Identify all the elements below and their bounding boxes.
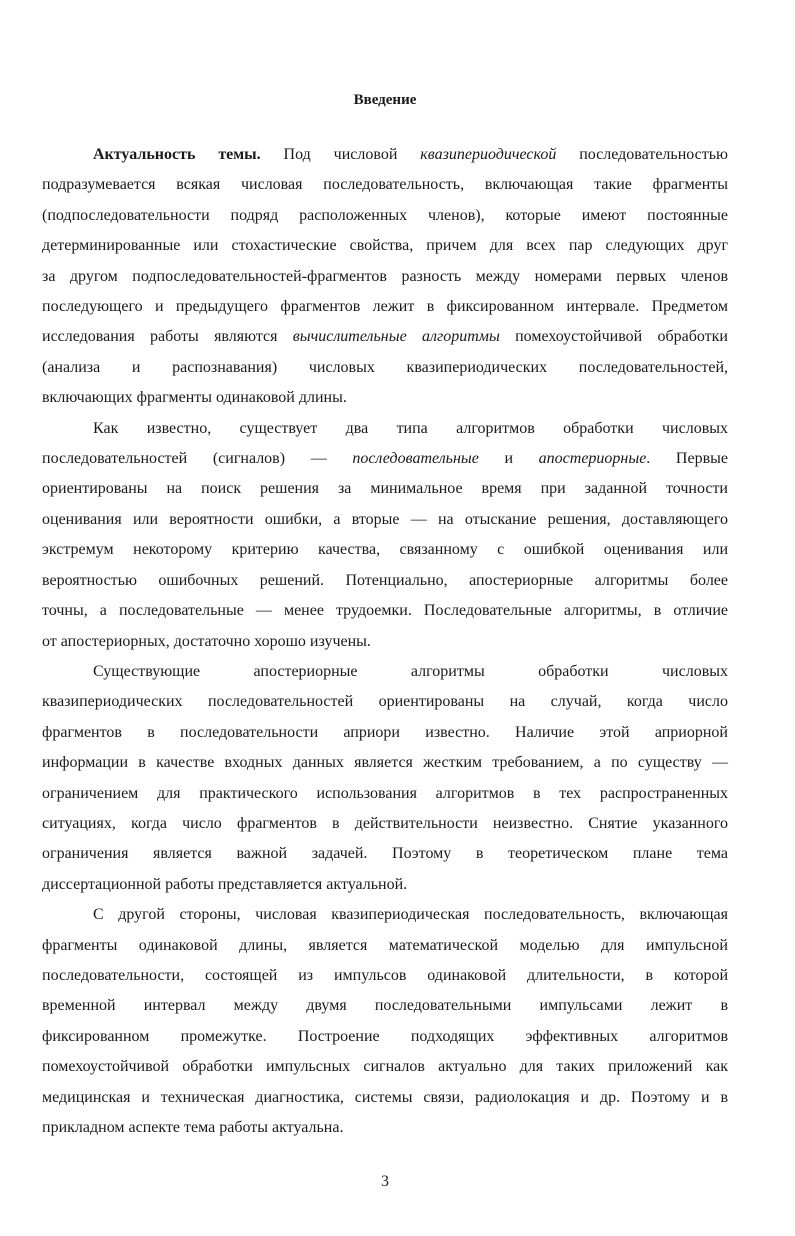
page-number: 3 xyxy=(381,1173,389,1190)
text-line: ситуациях, когда число фрагментов в действительности неизвестно. Снятие указанного xyxy=(42,814,728,832)
text-line: Актуальность темы. Под числовой квазипериодической последовательностью xyxy=(93,146,729,163)
text-line: ограничением для практического использования алгоритмов в тех распространенных xyxy=(42,784,728,802)
text-line: фрагментов в последовательности априори известно. Наличие этой априорной xyxy=(42,723,728,741)
text-line: фрагменты одинаковой длины, является математической моделью для импульсной xyxy=(42,936,728,954)
text-line: квазипериодических последовательностей ориентированы на случай, когда число xyxy=(42,693,728,711)
text-line: помехоустойчивой обработки импульсных сигналов актуально для таких приложений как xyxy=(42,1058,728,1076)
text-line: ориентированы на поиск решения за минимальное время при заданной точности xyxy=(42,480,728,498)
text-line: (подпоследовательности подряд расположенных членов), которые имеют постоянные xyxy=(42,206,728,224)
section-title: Введение xyxy=(353,92,417,108)
paragraph-applications xyxy=(42,900,728,1143)
text-line: Существующие апостериорные алгоритмы обработки числовых xyxy=(93,662,728,680)
text-line: точны, а последовательные — менее трудоемки. Последовательные алгоритмы, в отличие xyxy=(42,602,728,620)
text-line: диссертационной работы представляется актуальной. xyxy=(42,875,408,893)
text-line: экстремум некоторому критерию качества, связанному с ошибкой оценивания или xyxy=(42,541,728,559)
text-line: медицинская и техническая диагностика, системы связи, радиолокация и др. Поэтому и в xyxy=(42,1088,728,1106)
body-text xyxy=(42,140,728,1143)
text-line: включающих фрагменты одинаковой длины. xyxy=(42,389,347,407)
text-line: за другом подпоследовательностей-фрагментов разность между номерами первых членов xyxy=(42,267,728,285)
text-line: вероятностью ошибочных решений. Потенциально, апостериорные алгоритмы более xyxy=(42,571,728,589)
text-line: последовательности, состоящей из импульсов одинаковой длительности, в которой xyxy=(42,966,728,984)
text-line: временной интервал между двумя последовательными импульсами лежит в xyxy=(42,997,728,1015)
text-line: ограничения является важной задачей. Поэтому в теоретическом плане тема xyxy=(42,845,728,863)
paragraph-relevance xyxy=(42,140,728,414)
text-line: С другой стороны, числовая квазипериодическая последовательность, включающая xyxy=(93,906,728,924)
text-line: детерминированные или стохастические свойства, причем для всех пар следующих друг xyxy=(42,237,728,255)
text-line: прикладном аспекте тема работы актуальна. xyxy=(42,1119,344,1136)
text-line: исследования работы являются вычислительные алгоритмы помехоустойчивой обработки xyxy=(42,328,728,346)
text-line: от апостериорных, достаточно хорошо изучены. xyxy=(42,632,371,650)
text-line: оценивания или вероятности ошибки, а вторые — на отыскание решения, доставляющего xyxy=(42,510,728,528)
text-line: последовательностей (сигналов) — последовательные и апостериорные. Первые xyxy=(42,450,728,468)
text-line: подразумевается всякая числовая последовательность, включающая такие фрагменты xyxy=(42,176,728,194)
paragraph-existing-algorithms xyxy=(42,657,728,900)
text-line: (анализа и распознавания) числовых квазипериодических последовательностей, xyxy=(42,358,728,376)
text-line: информации в качестве входных данных является жестким требованием, а по существу — xyxy=(42,754,728,772)
text-line: фиксированном промежутке. Построение подходящих эффективных алгоритмов xyxy=(42,1027,728,1045)
text-line: последующего и предыдущего фрагментов лежит в фиксированном интервале. Предметом xyxy=(42,298,728,316)
paragraph-algorithm-types xyxy=(42,414,728,657)
text-line: Как известно, существует два типа алгоритмов обработки числовых xyxy=(93,419,728,437)
